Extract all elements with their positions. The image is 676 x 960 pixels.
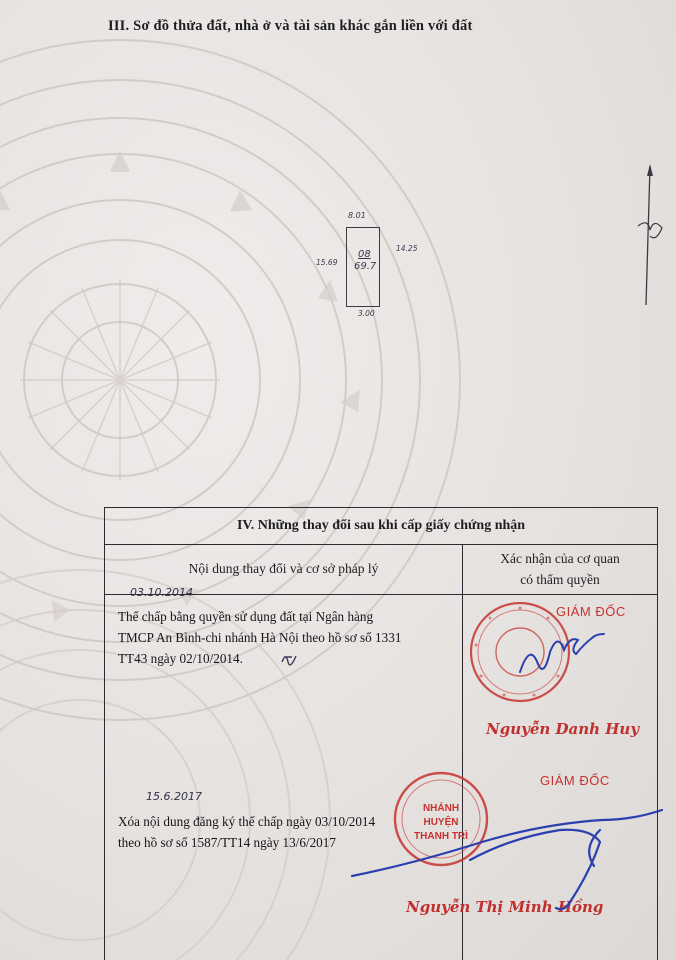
entry-1-text (118, 606, 401, 669)
entry-2-signer-title: GIÁM ĐỐC (540, 773, 610, 788)
parcel-left-length: 15.69 (316, 258, 338, 267)
official-seal-2-icon (392, 770, 490, 868)
entry-1-line1: Thế chấp bằng quyền sử dụng đất tại Ngân hàng (118, 609, 374, 624)
entry-2-line2: theo hồ sơ số 1587/TT14 ngày 13/6/2017 (118, 835, 336, 850)
parcel-area: 69.7 (354, 261, 377, 272)
seal-2-line1: NHÁNH (422, 803, 460, 814)
entry-1-signer-name: Nguyễn Danh Huy (486, 720, 640, 738)
entry-2-date: 15.6.2017 (146, 790, 202, 803)
entry-1-line2: TMCP An Bình-chi nhánh Hà Nội theo hồ sơ số 1331 (118, 630, 402, 645)
entry-1-date: 03.10.2014 (130, 586, 193, 599)
col-confirm-header (463, 544, 657, 595)
section-iv-title: IV. Những thay đổi sau khi cấp giấy chứng nhận (105, 508, 657, 545)
parcel-bottom-length: 3.00 (358, 309, 375, 318)
entry-2-text (118, 811, 375, 853)
section-iii-title: III. Sơ đồ thửa đất, nhà ở và tài sản khác gắn liền với đất (108, 18, 473, 34)
seal-2-line3: THANH TRÌ (414, 831, 468, 842)
entry-1-signer-title: GIÁM ĐỐC (556, 604, 626, 619)
col-confirm-header-line1: Xác nhận của cơ quan (500, 551, 620, 566)
col-change-header: Nội dung thay đổi và cơ sở pháp lý (105, 544, 463, 595)
col-confirm-header-line2: có thẩm quyền (520, 572, 600, 587)
parcel-number: 08 (358, 249, 371, 260)
north-arrow-icon (628, 160, 668, 310)
entry-2-signer-name: Nguyễn Thị Minh Hồng (406, 898, 604, 916)
parcel-right-length: 14.25 (396, 244, 418, 253)
entry-2-line1: Xóa nội dung đăng ký thế chấp ngày 03/10/2014 (118, 814, 376, 829)
seal-2-line2: HUYỆN (423, 817, 459, 828)
parcel-sketch (300, 205, 430, 325)
entry-1-line3: TT43 ngày 02/10/2014. (118, 651, 243, 666)
parcel-top-length: 8.01 (348, 211, 366, 220)
